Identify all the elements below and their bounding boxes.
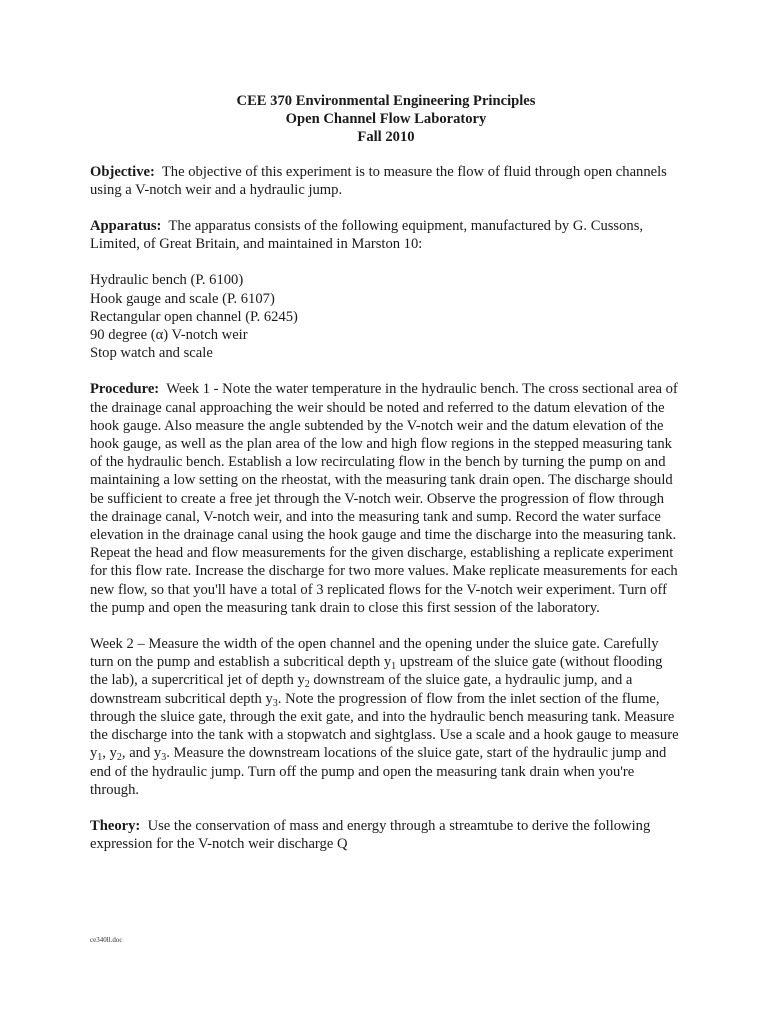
apparatus-item: Hydraulic bench (P. 6100) — [90, 272, 244, 289]
lab-title: Open Channel Flow Laboratory — [285, 111, 487, 128]
procedure-week1-text: Week 1 - Note the water temperature in the hydraulic bench. The cross sectional area of the drainage canal approaching the weir should be noted and referred to the datum elevation of the hook gauge. Also measure the angle subtended by the V-notch weir and the datum elevation of the hook gauge, as well as the plan area of the low and high flow regions in the stepped measuring tank of the hydraulic bench. Establish a low recirculating flow in the bench by turning the pump on and maintaining a low setting on the rheostat, with the measuring tank drain open. The discharge should be sufficient to create a free jet through the V-notch weir. Observe the progression of flow through the drainage canal, V-notch weir, and into the measuring tank and sump. Record the water surface elevation in the drainage canal using the hook gauge and time the discharge into the measuring tank. Repeat the head and flow measurements for the given discharge, establishing a replicate experiment for this flow rate. Increase the discharge for two more values. Make replicate measurements for each new flow, so that you'll have a total of 3 replicated flows for the V-notch weir experiment. Turn off the pump and open the measuring tank drain to close this first session of the laboratory. — [90, 381, 678, 616]
objective-label: Objective: — [90, 163, 155, 180]
apparatus-label: Apparatus: — [90, 218, 162, 235]
subscript: 2 — [304, 679, 310, 691]
apparatus-paragraph — [90, 217, 682, 253]
week2-text: . Note the progression of flow from the inlet section of the flume, through the sluice gate, through the exit gate, and into the hydraulic bench measuring tank. Measure the discharge into the tank with a stopwatch and sightglass. Use a scale and a hook gauge to measure y — [90, 690, 679, 762]
objective-paragraph — [90, 163, 682, 199]
apparatus-item: Rectangular open channel (P. 6245) — [90, 308, 298, 325]
procedure-week1-paragraph — [90, 380, 682, 617]
procedure-week2-paragraph — [90, 635, 682, 799]
theory-paragraph — [90, 817, 682, 853]
subscript: 2 — [116, 752, 122, 764]
course-title: CEE 370 Environmental Engineering Principles — [236, 93, 536, 109]
week2-text: downstream of the sluice gate, a hydraulic jump, and a downstream subcritical depth y — [90, 672, 633, 707]
subscript: 3 — [272, 697, 278, 709]
apparatus-item: Hook gauge and scale (P. 6107) — [90, 290, 275, 307]
subscript: 1 — [391, 661, 397, 673]
apparatus-item: 90 degree (α) V-notch weir — [90, 327, 248, 344]
theory-text: Use the conservation of mass and energy through a streamtube to derive the following expression for the V-notch weir discharge Q — [90, 817, 651, 853]
week2-text: , y — [102, 745, 117, 762]
procedure-label: Procedure: — [90, 381, 160, 398]
apparatus-list — [90, 271, 682, 362]
title-block — [90, 92, 682, 147]
week2-text: upstream of the sluice gate (without flooding the lab), a supercritical jet of depth y — [90, 654, 663, 689]
week2-text: . Measure the downstream locations of the sluice gate, start of the hydraulic jump and end of the hydraulic jump. Turn off the pump and open the measuring tank drain when you're through. — [90, 745, 667, 798]
week2-text: Week 2 – Measure the width of the open channel and the opening under the sluice gate. Carefully turn on the pump and establish a subcritical depth y — [90, 636, 659, 671]
subscript: 1 — [97, 752, 103, 764]
footer-filename: ce340ll.doc — [90, 936, 123, 944]
apparatus-text: The apparatus consists of the following equipment, manufactured by G. Cussons, Limited, of Great Britain, and maintained in Marston 10: — [90, 218, 644, 253]
week2-text: , and y — [121, 745, 162, 762]
subscript: 3 — [161, 752, 167, 764]
document-page — [90, 92, 682, 871]
term-title: Fall 2010 — [357, 129, 415, 146]
apparatus-item: Stop watch and scale — [90, 345, 213, 362]
theory-label: Theory: — [90, 817, 141, 834]
objective-text: The objective of this experiment is to measure the flow of fluid through open channels using a V-notch weir and a hydraulic jump. — [90, 163, 667, 198]
